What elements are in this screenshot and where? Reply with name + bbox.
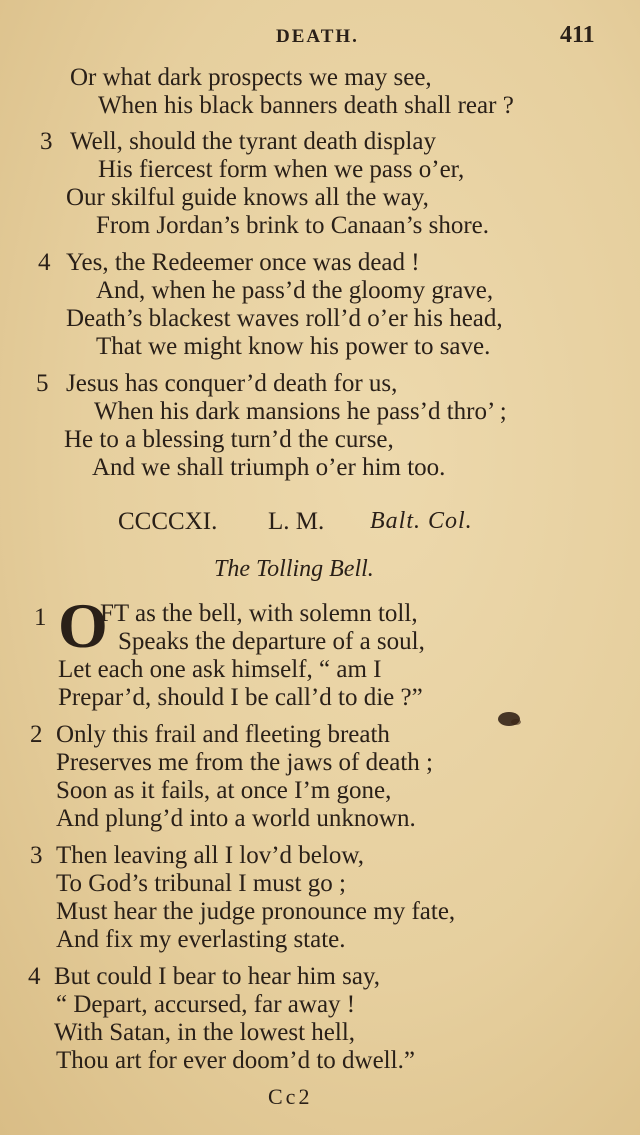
verse-line: Speaks the departure of a soul, (118, 628, 425, 655)
verse-number: 4 (38, 249, 51, 276)
hymn-tune: Balt. Col. (370, 508, 473, 534)
verse-line: “ Depart, accursed, far away ! (56, 991, 356, 1018)
verse-line: Let each one ask himself, “ am I (58, 656, 382, 683)
verse-number: 3 (40, 128, 53, 155)
verse-line: And fix my everlasting state. (56, 926, 346, 953)
verse-number: 4 (28, 963, 41, 990)
verse-line: Soon as it fails, at once I’m gone, (56, 777, 392, 804)
verse-line: Then leaving all I lov’d below, (56, 842, 365, 869)
verse-number: 2 (30, 721, 43, 748)
verse-line: And, when he pass’d the gloomy grave, (96, 277, 494, 304)
running-head (0, 22, 640, 52)
verse-number: 3 (30, 842, 43, 869)
running-title: DEATH. (276, 26, 359, 47)
verse-line: To God’s tribunal I must go ; (56, 870, 346, 897)
verse-line: Well, should the tyrant death display (70, 128, 436, 155)
hymn-meter: L. M. (268, 508, 325, 535)
verse-line: When his dark mansions he pass’d thro’ ; (94, 398, 507, 425)
verse-line: Jesus has conquer’d death for us, (66, 370, 398, 397)
verse-number: 5 (36, 370, 49, 397)
verse-line: Thou art for ever doom’d to dwell.” (56, 1047, 415, 1074)
verse-line: He to a blessing turn’d the curse, (64, 426, 394, 453)
verse-line: When his black banners death shall rear ? (98, 92, 514, 119)
drop-cap: O (58, 590, 108, 661)
verse-line: Must hear the judge pronounce my fate, (56, 898, 456, 925)
verse-line: Our skilful guide knows all the way, (66, 184, 429, 211)
verse-line: That we might know his power to save. (96, 333, 491, 360)
verse-line: FT as the bell, with solemn toll, (100, 600, 418, 627)
verse-line: From Jordan’s brink to Canaan’s shore. (96, 212, 490, 239)
verse-line: Death’s blackest waves roll’d o’er his head, (66, 305, 503, 332)
verse-line: But could I bear to hear him say, (54, 963, 381, 990)
verse-line: Or what dark prospects we may see, (70, 64, 432, 91)
signature-mark: Cc2 (268, 1084, 313, 1109)
verse-line: And plung’d into a world unknown. (56, 805, 416, 832)
hymn-number: CCCCXI. (118, 508, 218, 535)
verse-line: And we shall triumph o’er him too. (92, 454, 446, 481)
verse-line: Preserves me from the jaws of death ; (56, 749, 433, 776)
verse-line: With Satan, in the lowest hell, (54, 1019, 356, 1046)
verse-number: 1 (34, 604, 47, 631)
verse-line: His fiercest form when we pass o’er, (98, 156, 465, 183)
verse-line: Only this frail and fleeting breath (56, 721, 390, 748)
hymn-title: The Tolling Bell. (214, 556, 374, 582)
verse-line: Yes, the Redeemer once was dead ! (66, 249, 420, 276)
hymn-heading (0, 508, 640, 540)
page-number: 411 (560, 22, 595, 48)
ink-stain (494, 708, 524, 730)
verse-line: Prepar’d, should I be call’d to die ?” (58, 684, 423, 711)
